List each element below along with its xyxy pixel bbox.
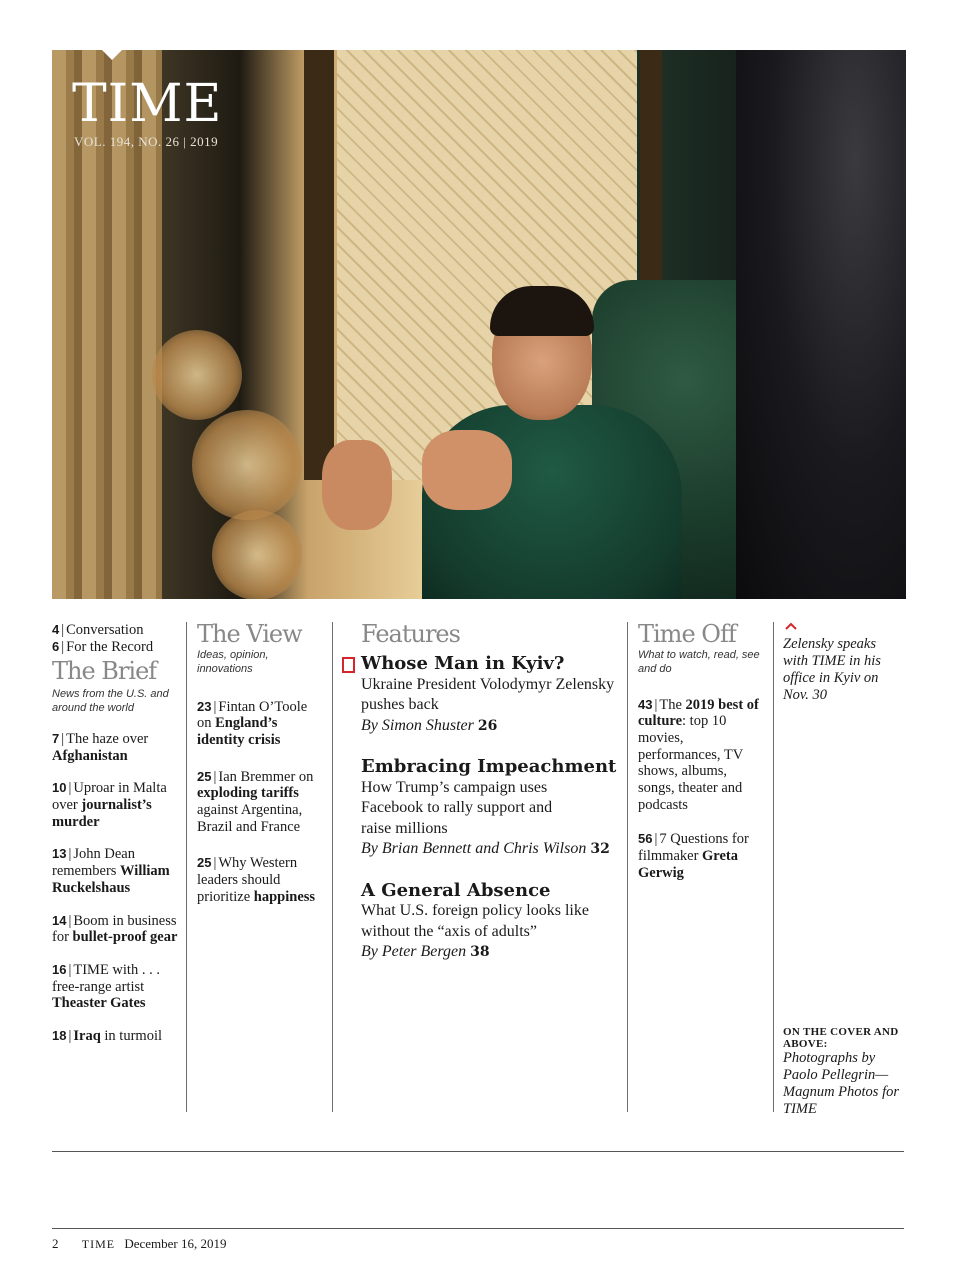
notch-marker	[100, 48, 124, 60]
subject-person	[362, 290, 702, 599]
column-divider	[186, 622, 187, 1112]
page-footer	[52, 1236, 227, 1252]
toc-item[interactable]: 56 | 7 Questions for filmmaker Greta Gerwig	[638, 831, 749, 881]
photo-caption: Zelensky speaks with TIME in his office in Kyiv on Nov. 30	[783, 636, 881, 703]
toc-item[interactable]: 4 | Conversation	[52, 622, 144, 638]
section-subtitle: News from the U.S. and around the world	[52, 687, 169, 714]
feature-story[interactable]	[361, 756, 619, 859]
toc-item[interactable]: 25 | Why Western leaders should prioritize happiness	[197, 855, 316, 905]
interviewer-shoulder	[736, 50, 906, 599]
toc-item[interactable]: 23 | Fintan O’Toole on England’s identity crisis	[197, 698, 308, 749]
column-divider	[627, 622, 628, 1112]
red-box-icon	[342, 657, 355, 673]
brief-column	[52, 622, 180, 1045]
cover-credit	[783, 1026, 901, 1118]
footer-brand: TIME	[81, 1237, 116, 1251]
feature-deck: How Trump’s campaign uses Facebook to rally support and raise millions	[361, 778, 553, 837]
credit-heading: ON THE COVER AND ABOVE:	[783, 1026, 899, 1050]
feature-deck: What U.S. foreign policy looks like without the “axis of adults”	[361, 902, 589, 940]
toc-item[interactable]: 16 | TIME with . . . free-range artist Theaster Gates	[52, 961, 160, 1012]
credit-text: Photographs by Paolo Pellegrin—Magnum Photos for TIME	[783, 1050, 899, 1117]
toc-item[interactable]: 10 | Uproar in Malta over journalist’s murder	[52, 780, 167, 830]
toc-item[interactable]: 18 | Iraq in turmoil	[52, 1027, 163, 1044]
section-subtitle: Ideas, opinion, innovations	[197, 649, 269, 676]
timeoff-column	[638, 622, 764, 882]
feature-byline: By Peter Bergen 38	[361, 943, 490, 961]
feature-byline: By Simon Shuster 26	[361, 716, 498, 734]
section-title: The Brief	[52, 657, 157, 686]
features-column	[361, 622, 619, 963]
time-logo: TIME	[72, 74, 223, 134]
toc-item[interactable]: 13 | John Dean remembers William Ruckelshaus	[52, 846, 170, 896]
feature-byline: By Brian Bennett and Chris Wilson 32	[361, 840, 610, 858]
window-frame	[304, 50, 334, 480]
feature-story[interactable]	[361, 880, 619, 963]
issue-date: December 16, 2019	[124, 1236, 227, 1251]
bokeh-light	[152, 330, 242, 420]
section-title: Time Off	[638, 620, 736, 648]
section-title: Features	[361, 620, 460, 648]
page-number: 2	[52, 1236, 59, 1251]
caption-column	[783, 622, 901, 704]
view-column	[197, 622, 325, 906]
section-rule	[52, 1151, 904, 1152]
section-title: The View	[197, 620, 302, 648]
feature-title: Whose Man in Kyiv?	[361, 653, 565, 675]
bokeh-light	[212, 510, 302, 599]
column-divider	[773, 622, 774, 1112]
toc-item[interactable]: 25 | Ian Bremmer on exploding tariffs against Argentina, Brazil and France	[197, 768, 314, 835]
toc-item[interactable]: 7 | The haze over Afghanistan	[52, 731, 149, 764]
column-divider	[332, 622, 333, 1112]
feature-title: A General Absence	[361, 879, 551, 901]
feature-title: Embracing Impeachment	[361, 756, 617, 778]
toc-item[interactable]: 43 | The 2019 best of culture: top 10 movies, performances, TV shows, albums, songs, theater and podcasts	[638, 696, 759, 813]
toc-item[interactable]: 6 | For the Record	[52, 638, 154, 655]
caret-up-icon	[785, 622, 797, 630]
bokeh-light	[192, 410, 302, 520]
feature-story[interactable]	[361, 653, 619, 736]
feature-deck: Ukraine President Volodymyr Zelensky pushes back	[361, 675, 615, 714]
volume-line: VOL. 194, NO. 26 | 2019	[74, 134, 219, 149]
section-subtitle: What to watch, read, see and do	[638, 649, 760, 676]
footer-rule	[52, 1228, 904, 1229]
toc-item[interactable]: 14 | Boom in business for bullet-proof gear	[52, 912, 178, 946]
